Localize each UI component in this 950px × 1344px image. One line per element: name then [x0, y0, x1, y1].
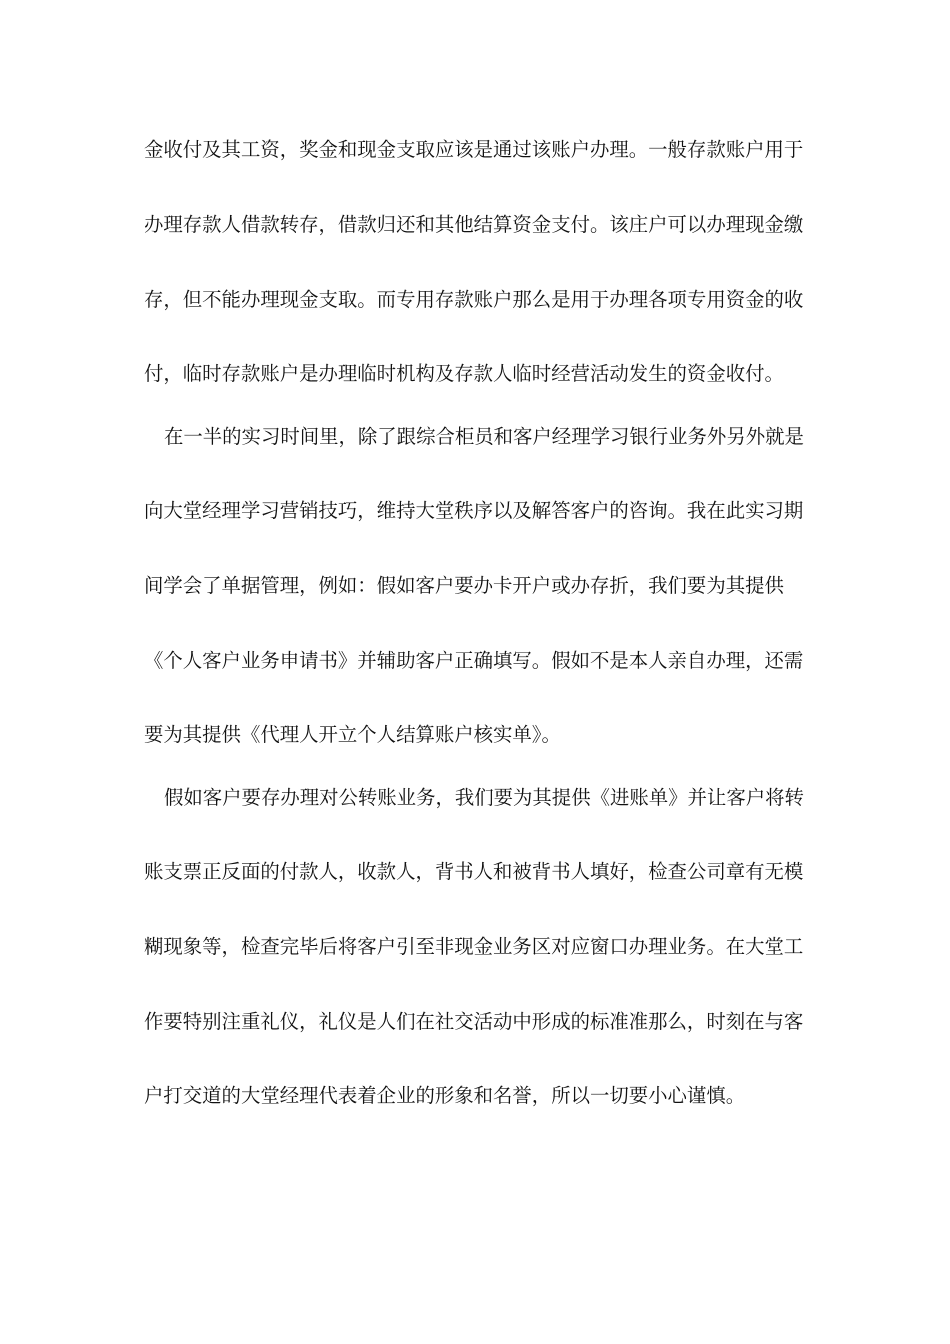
paragraph-1-line-2: 办理存款人借款转存，借款归还和其他结算资金支付。该庄户可以办理现金缴 [144, 213, 804, 236]
paragraph-3-line-1: 假如客户要存办理对公转账业务，我们要为其提供《进账单》并让客户将转 [164, 786, 804, 809]
paragraph-2-line-4: 《个人客户业务申请书》并辅助客户正确填写。假如不是本人亲自办理，还需 [144, 649, 804, 672]
paragraph-2-line-3: 间学会了单据管理，例如：假如客户要办卡开户或办存折，我们要为其提供 [144, 574, 784, 597]
paragraph-3-line-2: 账支票正反面的付款人，收款人，背书人和被背书人填好，检查公司章有无模 [144, 860, 804, 883]
paragraph-3-line-3: 糊现象等，检查完毕后将客户引至非现金业务区对应窗口办理业务。在大堂工 [144, 935, 804, 958]
paragraph-2-line-1: 在一半的实习时间里，除了跟综合柜员和客户经理学习银行业务外另外就是 [164, 425, 804, 448]
paragraph-1-line-1: 金收付及其工资，奖金和现金支取应该是通过该账户办理。一般存款账户用于 [144, 138, 804, 161]
paragraph-1-line-4: 付，临时存款账户是办理临时机构及存款人临时经营活动发生的资金收付。 [144, 362, 784, 385]
paragraph-3-line-5: 户打交道的大堂经理代表着企业的形象和名誉，所以一切要小心谨慎。 [144, 1084, 746, 1107]
paragraph-3-line-4: 作要特别注重礼仪，礼仪是人们在社交活动中形成的标准准那么，时刻在与客 [144, 1010, 804, 1033]
paragraph-1-line-3: 存，但不能办理现金支取。而专用存款账户那么是用于办理各项专用资金的收 [144, 288, 804, 311]
paragraph-2-line-5: 要为其提供《代理人开立个人结算账户核实单》。 [144, 723, 561, 746]
paragraph-2-line-2: 向大堂经理学习营销技巧，维持大堂秩序以及解答客户的咨询。我在此实习期 [144, 499, 804, 522]
